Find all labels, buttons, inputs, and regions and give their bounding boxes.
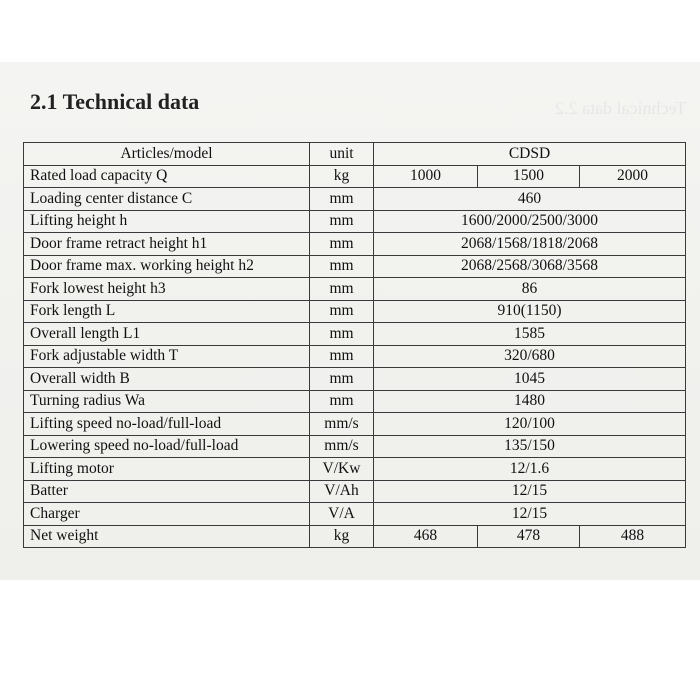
row-unit: kg: [310, 525, 374, 548]
table-row: [24, 323, 686, 346]
row-label: Fork lowest height h3: [24, 278, 310, 301]
row-label: Lifting speed no-load/full-load: [24, 413, 310, 436]
row-unit: mm/s: [310, 413, 374, 436]
row-value: 1480: [374, 390, 686, 413]
row-label: Door frame max. working height h2: [24, 255, 310, 278]
row-unit: mm: [310, 300, 374, 323]
row-label: Net weight: [24, 525, 310, 548]
row-value: 1600/2000/2500/3000: [374, 210, 686, 233]
row-unit: V/Kw: [310, 458, 374, 481]
table-row: [24, 255, 686, 278]
row-value: 478: [478, 525, 580, 548]
bleed-through-text: Technical data 2.2: [554, 98, 686, 118]
row-unit: mm: [310, 233, 374, 256]
row-value: 86: [374, 278, 686, 301]
row-value: 120/100: [374, 413, 686, 436]
header-model: CDSD: [374, 143, 686, 166]
row-label: Turning radius Wa: [24, 390, 310, 413]
row-value: 468: [374, 525, 478, 548]
row-label: Loading center distance C: [24, 188, 310, 211]
header-unit: unit: [310, 143, 374, 166]
row-unit: V/A: [310, 503, 374, 526]
row-label: Lifting motor: [24, 458, 310, 481]
row-unit: mm: [310, 323, 374, 346]
row-label: Lowering speed no-load/full-load: [24, 435, 310, 458]
table-row: [24, 503, 686, 526]
table-header-row: [24, 143, 686, 166]
row-value: 1585: [374, 323, 686, 346]
row-value: 488: [580, 525, 686, 548]
table-row: [24, 435, 686, 458]
technical-data-table: [23, 142, 686, 548]
table-row: [24, 300, 686, 323]
row-value: 12/15: [374, 480, 686, 503]
row-value: 460: [374, 188, 686, 211]
header-articles: Articles/model: [24, 143, 310, 166]
row-label: Rated load capacity Q: [24, 165, 310, 188]
row-label: Door frame retract height h1: [24, 233, 310, 256]
row-unit: kg: [310, 165, 374, 188]
row-value: 135/150: [374, 435, 686, 458]
table-row: [24, 413, 686, 436]
table-row: [24, 480, 686, 503]
row-value: 320/680: [374, 345, 686, 368]
row-value: 1500: [478, 165, 580, 188]
row-unit: mm: [310, 345, 374, 368]
section-title: 2.1 Technical data: [30, 89, 200, 114]
table-row: [24, 278, 686, 301]
row-label: Lifting height h: [24, 210, 310, 233]
row-label: Charger: [24, 503, 310, 526]
row-label: Fork adjustable width T: [24, 345, 310, 368]
row-unit: mm: [310, 255, 374, 278]
table-row: [24, 368, 686, 391]
row-value: 1045: [374, 368, 686, 391]
table-row: [24, 345, 686, 368]
row-unit: mm: [310, 368, 374, 391]
row-unit: mm: [310, 278, 374, 301]
row-label: Overall width B: [24, 368, 310, 391]
row-value: 2068/2568/3068/3568: [374, 255, 686, 278]
table-row: [24, 525, 686, 548]
row-unit: mm: [310, 188, 374, 211]
row-label: Batter: [24, 480, 310, 503]
table-row: [24, 458, 686, 481]
row-unit: mm/s: [310, 435, 374, 458]
row-value: 12/15: [374, 503, 686, 526]
row-unit: mm: [310, 390, 374, 413]
row-label: Overall length L1: [24, 323, 310, 346]
row-value: 2068/1568/1818/2068: [374, 233, 686, 256]
row-value: 1000: [374, 165, 478, 188]
table-row: [24, 390, 686, 413]
table-row: [24, 188, 686, 211]
table-row: [24, 233, 686, 256]
row-value: 12/1.6: [374, 458, 686, 481]
row-value: 2000: [580, 165, 686, 188]
table-row: [24, 165, 686, 188]
table-row: [24, 210, 686, 233]
row-unit: V/Ah: [310, 480, 374, 503]
row-value: 910(1150): [374, 300, 686, 323]
row-unit: mm: [310, 210, 374, 233]
row-label: Fork length L: [24, 300, 310, 323]
